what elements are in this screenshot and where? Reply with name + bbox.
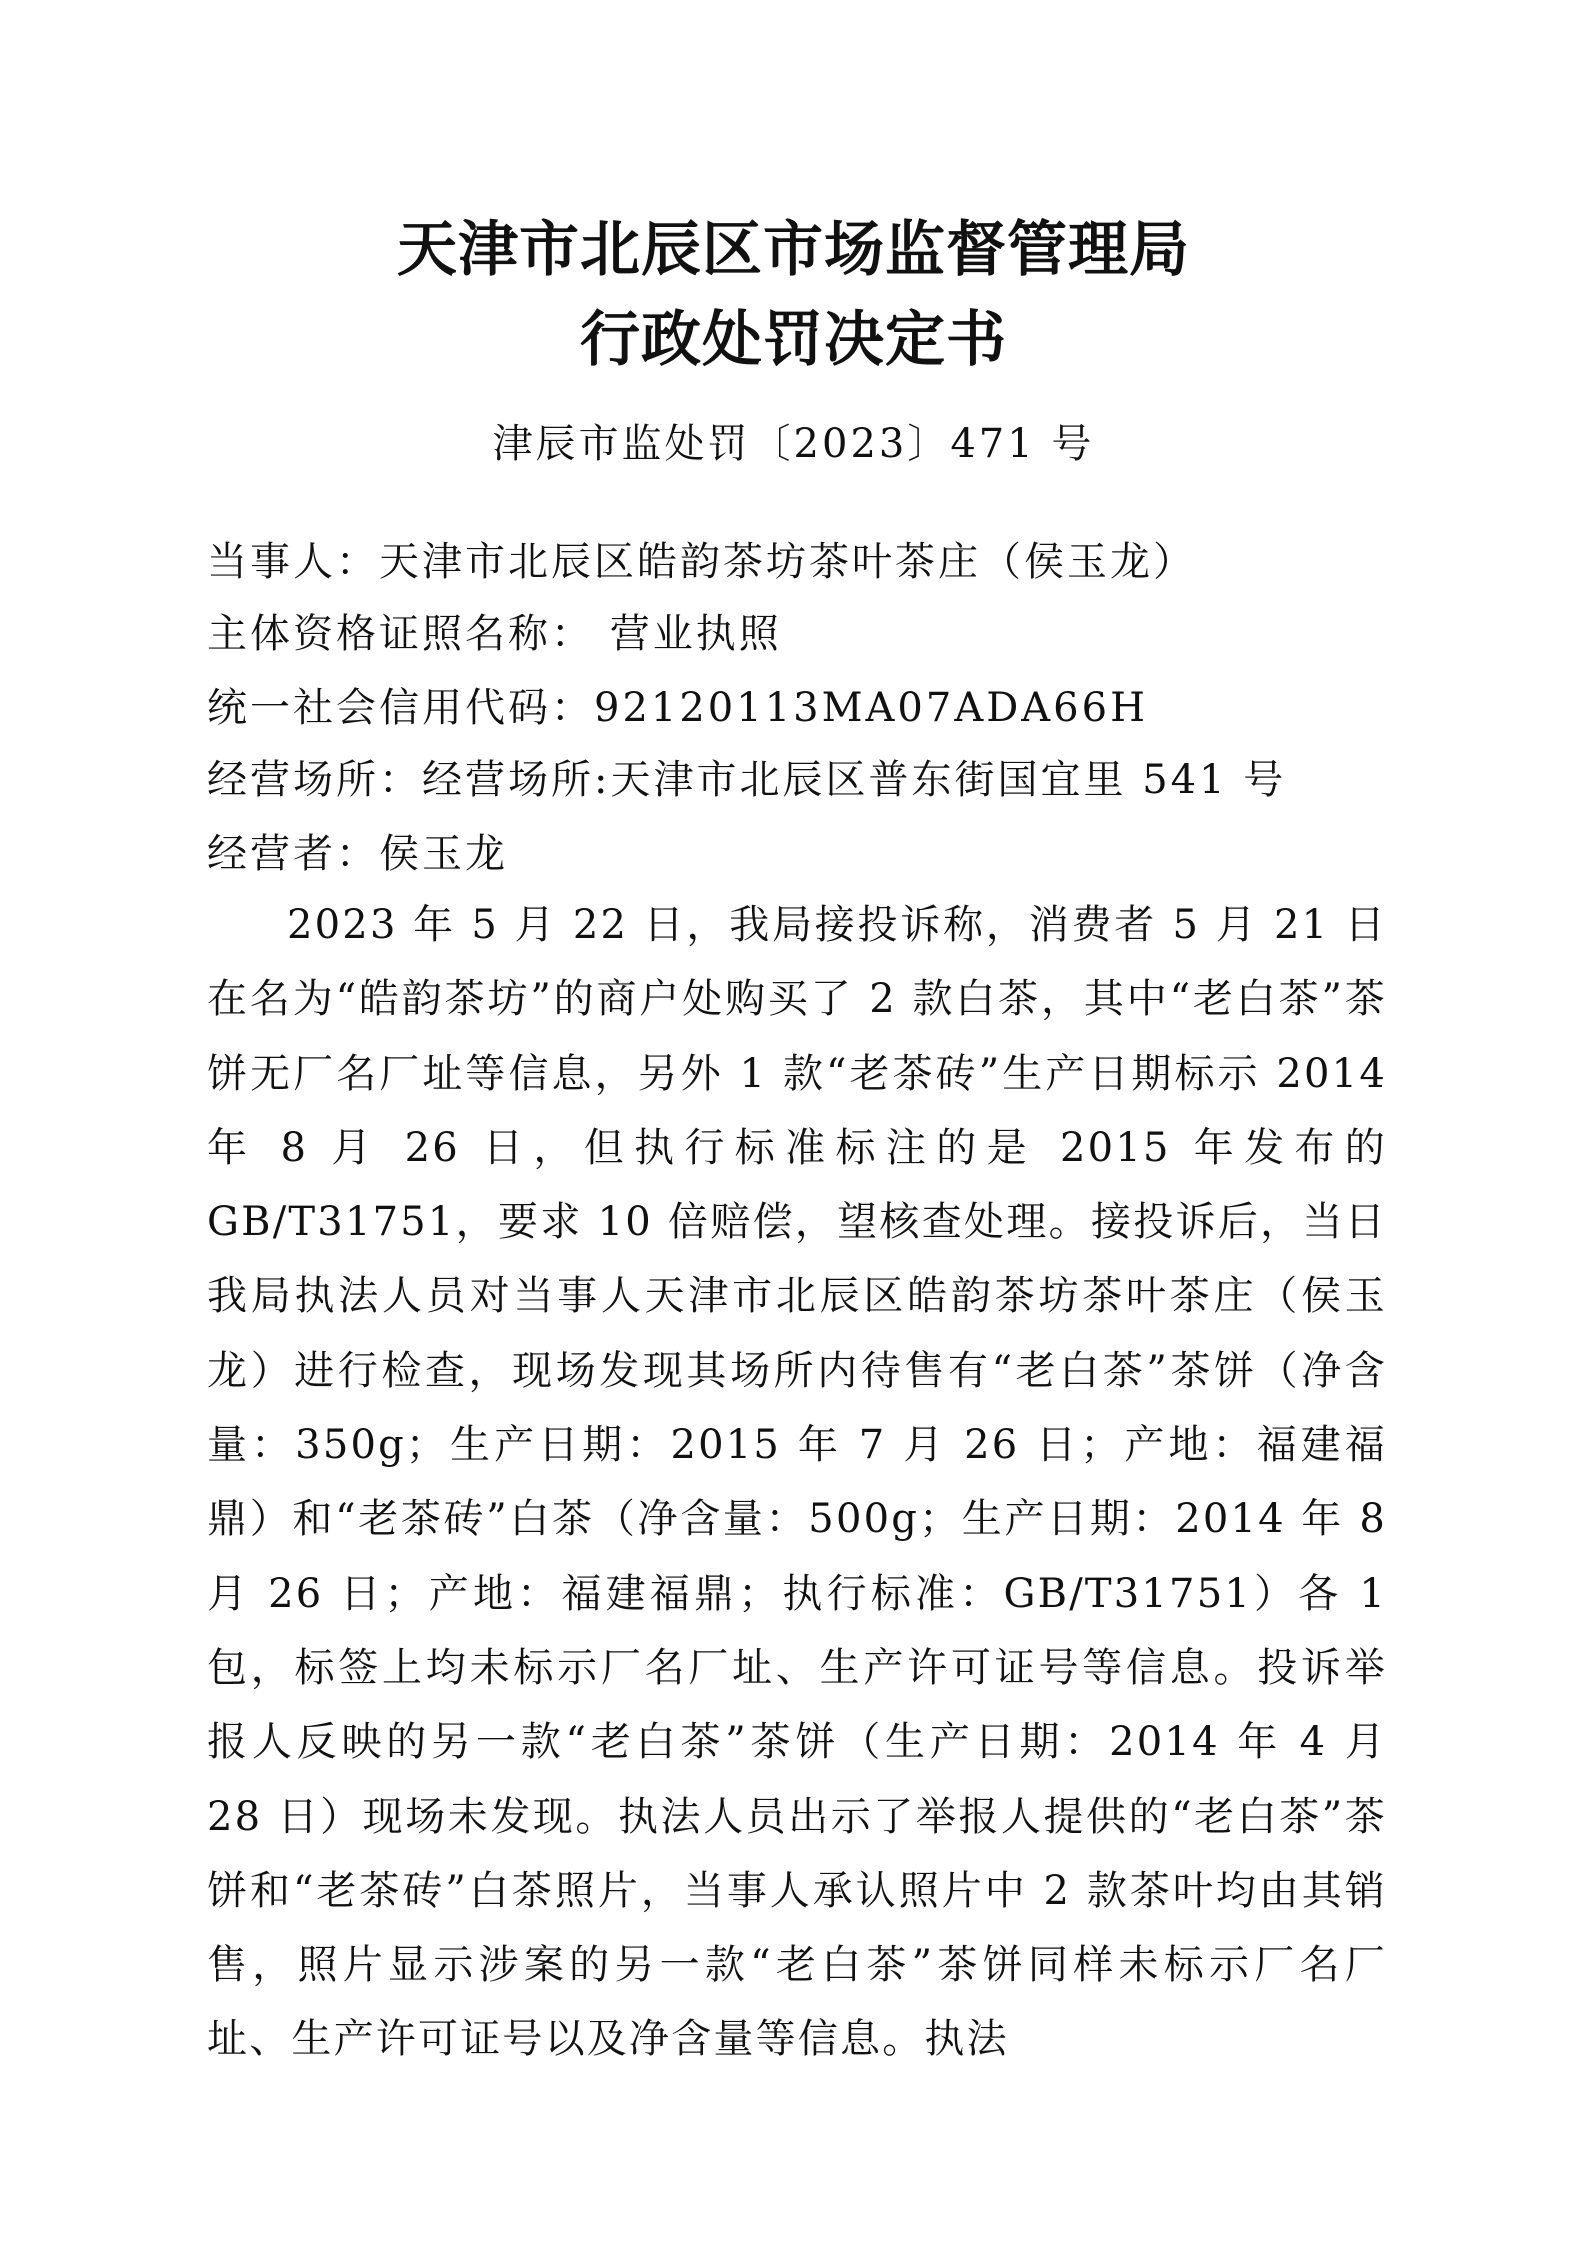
license-name-field: 主体资格证照名称： 营业执照 — [207, 611, 782, 657]
credit-code-field: 统一社会信用代码：92120113MA07ADA66H — [207, 685, 1148, 731]
party-field: 当事人：天津市北辰区皓韵茶坊茶叶茶庄（侯玉龙） — [207, 539, 1196, 585]
document-number: 津辰市监处罚〔2023〕471 号 — [492, 421, 1095, 467]
document-title: 天津市北辰区市场监督管理局 — [397, 215, 1190, 285]
body-paragraph: 2023 年 5 月 22 日，我局接投诉称，消费者 5 月 21 日在名为“皓韵茶坊”的商户处购买了 2 款白茶，其中“老白茶”茶饼无厂名厂址等信息，另外 1 款“老茶砖”生产日期标示 2014 年 8 月 26 日，但执行标准标注的是 2015 年发布的 GB/T31751，要求 10 倍赔偿，望核查处理。接投诉后，当日我局执法人员对当事人天津市北辰区皓韵茶坊茶叶茶庄（侯玉龙）进行检查，现场发现其场所内待售有“老白茶”茶饼（净含量：350g；生产日期：2015 年 7 月 26 日；产地：福建福鼎）和“老茶砖”白茶（净含量：500g；生产日期：2014 年 8 月 26 日；产地：福建福鼎；执行标准：GB/T31751）各 1 包，标签上均未标示厂名厂址、生产许可证号等信息。投诉举报人反映的另一款“老白茶”茶饼（生产日期：2014 年 4 月 28 日）现场未发现。执法人员出示了举报人提供的“老白茶”茶饼和“老茶砖”白茶照片，当事人承认照片中 2 款茶叶均由其销售，照片显示涉案的另一款“老白茶”茶饼同样未标示厂名厂址、生产许可证号以及净含量等信息。执法 — [207, 902, 1387, 2063]
operator-field: 经营者：侯玉龙 — [207, 831, 508, 877]
document-subtitle: 行政处罚决定书 — [580, 305, 1007, 375]
business-place-field: 经营场所：经营场所:天津市北辰区普东街国宜里 541 号 — [207, 757, 1287, 803]
